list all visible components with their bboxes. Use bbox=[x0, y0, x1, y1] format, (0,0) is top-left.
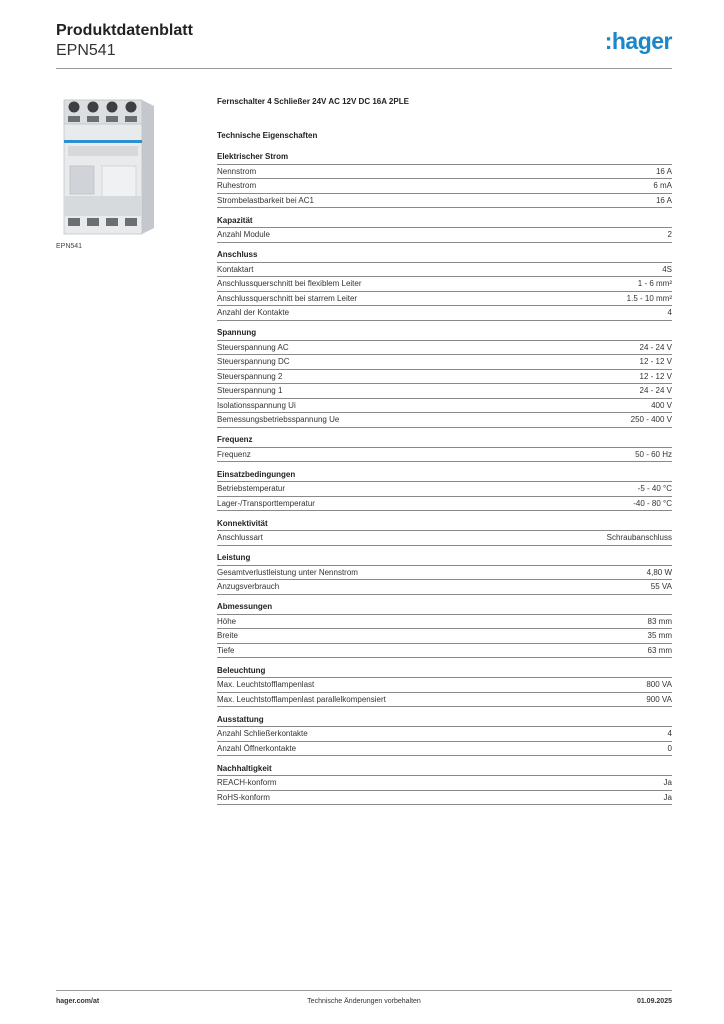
spec-row bbox=[217, 413, 672, 428]
spec-label: Gesamtverlustleistung unter Nennstrom bbox=[217, 567, 358, 577]
spec-value: Ja bbox=[663, 792, 672, 802]
spec-value: 63 mm bbox=[647, 645, 672, 655]
page-footer bbox=[56, 998, 672, 1010]
spec-row bbox=[217, 263, 672, 278]
spec-row bbox=[217, 448, 672, 463]
spec-label: RoHS-konform bbox=[217, 792, 270, 802]
spec-row bbox=[217, 776, 672, 791]
spec-value: 35 mm bbox=[647, 631, 672, 640]
spec-value: 24 - 24 V bbox=[639, 386, 672, 395]
section-title: Anschluss bbox=[217, 250, 672, 263]
spec-value: 4,80 W bbox=[646, 567, 672, 577]
spec-row bbox=[217, 277, 672, 292]
spec-value: 250 - 400 V bbox=[630, 415, 672, 424]
section-title: Frequenz bbox=[217, 435, 672, 448]
specs-content bbox=[217, 96, 672, 813]
header-divider bbox=[56, 68, 672, 69]
spec-row bbox=[217, 384, 672, 399]
spec-label: Anschlussquerschnitt bei flexiblem Leiter bbox=[217, 279, 362, 288]
spec-value: 1 - 6 mm² bbox=[637, 279, 672, 288]
spec-label: Tiefe bbox=[217, 645, 235, 655]
spec-value: 12 - 12 V bbox=[639, 357, 672, 366]
spec-label: Nennstrom bbox=[217, 166, 257, 176]
spec-value: 16 A bbox=[655, 195, 672, 205]
spec-value: 16 A bbox=[655, 166, 672, 176]
spec-value: 800 VA bbox=[646, 680, 672, 689]
section-title: Elektrischer Strom bbox=[217, 152, 672, 165]
spec-label: Anschlussart bbox=[217, 533, 263, 542]
spec-section bbox=[217, 602, 672, 658]
spec-row bbox=[217, 497, 672, 512]
product-code: EPN541 bbox=[56, 42, 116, 59]
product-image bbox=[58, 96, 202, 240]
spec-row bbox=[217, 644, 672, 659]
spec-row bbox=[217, 693, 672, 708]
spec-row bbox=[217, 341, 672, 356]
spec-sections bbox=[217, 152, 672, 805]
section-title: Ausstattung bbox=[217, 715, 672, 728]
spec-label: Kontaktart bbox=[217, 264, 254, 274]
spec-section bbox=[217, 470, 672, 512]
spec-label: Steuerspannung AC bbox=[217, 342, 289, 352]
spec-label: Strombelastbarkeit bei AC1 bbox=[217, 195, 314, 205]
spec-row bbox=[217, 306, 672, 321]
spec-value: 900 VA bbox=[646, 694, 672, 704]
spec-label: Breite bbox=[217, 631, 238, 640]
spec-row bbox=[217, 566, 672, 581]
spec-value: 50 - 60 Hz bbox=[635, 449, 672, 459]
hager-logo: :hager bbox=[604, 28, 672, 54]
spec-label: Bemessungsbetriebsspannung Ue bbox=[217, 415, 340, 424]
section-title: Leistung bbox=[217, 553, 672, 566]
spec-label: Steuerspannung 1 bbox=[217, 386, 283, 395]
spec-value: 12 - 12 V bbox=[639, 371, 672, 381]
spec-label: Max. Leuchtstofflampenlast bbox=[217, 680, 315, 689]
page-header bbox=[56, 20, 672, 68]
spec-row bbox=[217, 727, 672, 742]
spec-label: Anzahl Module bbox=[217, 230, 270, 239]
spec-label: Steuerspannung 2 bbox=[217, 371, 283, 381]
footer-website: hager.com/at bbox=[56, 998, 100, 1005]
section-title: Einsatzbedingungen bbox=[217, 470, 672, 483]
spec-section bbox=[217, 250, 672, 321]
section-title: Spannung bbox=[217, 328, 672, 341]
spec-label: Lager-/Transporttemperatur bbox=[217, 498, 315, 508]
section-title: Abmessungen bbox=[217, 602, 672, 615]
spec-value: 24 - 24 V bbox=[639, 342, 672, 352]
spec-section bbox=[217, 666, 672, 708]
spec-row bbox=[217, 355, 672, 370]
spec-row bbox=[217, 629, 672, 644]
footer-date: 01.09.2025 bbox=[636, 998, 672, 1005]
spec-value: 2 bbox=[667, 230, 672, 239]
spec-value: -40 - 80 °C bbox=[633, 498, 672, 508]
footer-disclaimer: Technische Änderungen vorbehalten bbox=[307, 998, 421, 1005]
spec-section bbox=[217, 435, 672, 462]
spec-value: Schraubanschluss bbox=[606, 533, 672, 542]
spec-row bbox=[217, 194, 672, 209]
spec-label: Anzugsverbrauch bbox=[217, 582, 280, 591]
spec-value: 4 bbox=[667, 308, 672, 317]
spec-row bbox=[217, 580, 672, 595]
spec-label: Anzahl der Kontakte bbox=[217, 308, 290, 317]
spec-section bbox=[217, 152, 672, 208]
spec-label: Betriebstemperatur bbox=[217, 484, 286, 493]
spec-label: REACH-konform bbox=[217, 778, 277, 787]
spec-value: 400 V bbox=[651, 400, 672, 410]
spec-label: Anschlussquerschnitt bei starrem Leiter bbox=[217, 293, 358, 303]
section-title: Nachhaltigkeit bbox=[217, 764, 672, 777]
spec-label: Max. Leuchtstofflampenlast parallelkompensiert bbox=[217, 694, 386, 704]
spec-row bbox=[217, 531, 672, 546]
section-title: Beleuchtung bbox=[217, 666, 672, 679]
spec-section bbox=[217, 328, 672, 428]
spec-row bbox=[217, 399, 672, 414]
spec-row bbox=[217, 482, 672, 497]
footer-divider bbox=[56, 990, 672, 991]
spec-section bbox=[217, 764, 672, 806]
spec-label: Anzahl Öffnerkontakte bbox=[217, 743, 297, 753]
spec-row bbox=[217, 615, 672, 630]
spec-label: Isolationsspannung Ui bbox=[217, 400, 296, 410]
spec-row bbox=[217, 179, 672, 194]
spec-value: 4 bbox=[667, 729, 672, 738]
spec-row bbox=[217, 678, 672, 693]
spec-label: Frequenz bbox=[217, 449, 251, 459]
technical-properties-title: Technische Eigenschaften bbox=[217, 131, 318, 140]
spec-row bbox=[217, 742, 672, 757]
spec-value: 6 mA bbox=[653, 181, 672, 190]
spec-value: 4S bbox=[662, 264, 672, 274]
spec-row bbox=[217, 292, 672, 307]
spec-section bbox=[217, 553, 672, 595]
spec-row bbox=[217, 370, 672, 385]
spec-value: 83 mm bbox=[647, 616, 672, 626]
spec-value: Ja bbox=[663, 778, 672, 787]
product-name: Fernschalter 4 Schließer 24V AC 12V DC 16A 2PLE bbox=[217, 97, 409, 106]
spec-label: Ruhestrom bbox=[217, 181, 257, 190]
spec-value: 1.5 - 10 mm² bbox=[626, 293, 672, 303]
spec-label: Steuerspannung DC bbox=[217, 357, 290, 366]
section-title: Konnektivität bbox=[217, 519, 672, 532]
spec-value: 55 VA bbox=[650, 582, 672, 591]
spec-row bbox=[217, 165, 672, 180]
spec-label: Anzahl Schließerkontakte bbox=[217, 729, 308, 738]
spec-row bbox=[217, 791, 672, 806]
spec-value: 0 bbox=[667, 743, 672, 753]
spec-section bbox=[217, 216, 672, 243]
image-caption: EPN541 bbox=[56, 243, 83, 250]
spec-value: -5 - 40 °C bbox=[637, 484, 672, 493]
spec-section bbox=[217, 715, 672, 757]
spec-label: Höhe bbox=[217, 616, 237, 626]
document-title: Produktdatenblatt bbox=[56, 22, 193, 39]
spec-section bbox=[217, 519, 672, 546]
spec-row bbox=[217, 228, 672, 243]
section-title: Kapazität bbox=[217, 216, 672, 229]
